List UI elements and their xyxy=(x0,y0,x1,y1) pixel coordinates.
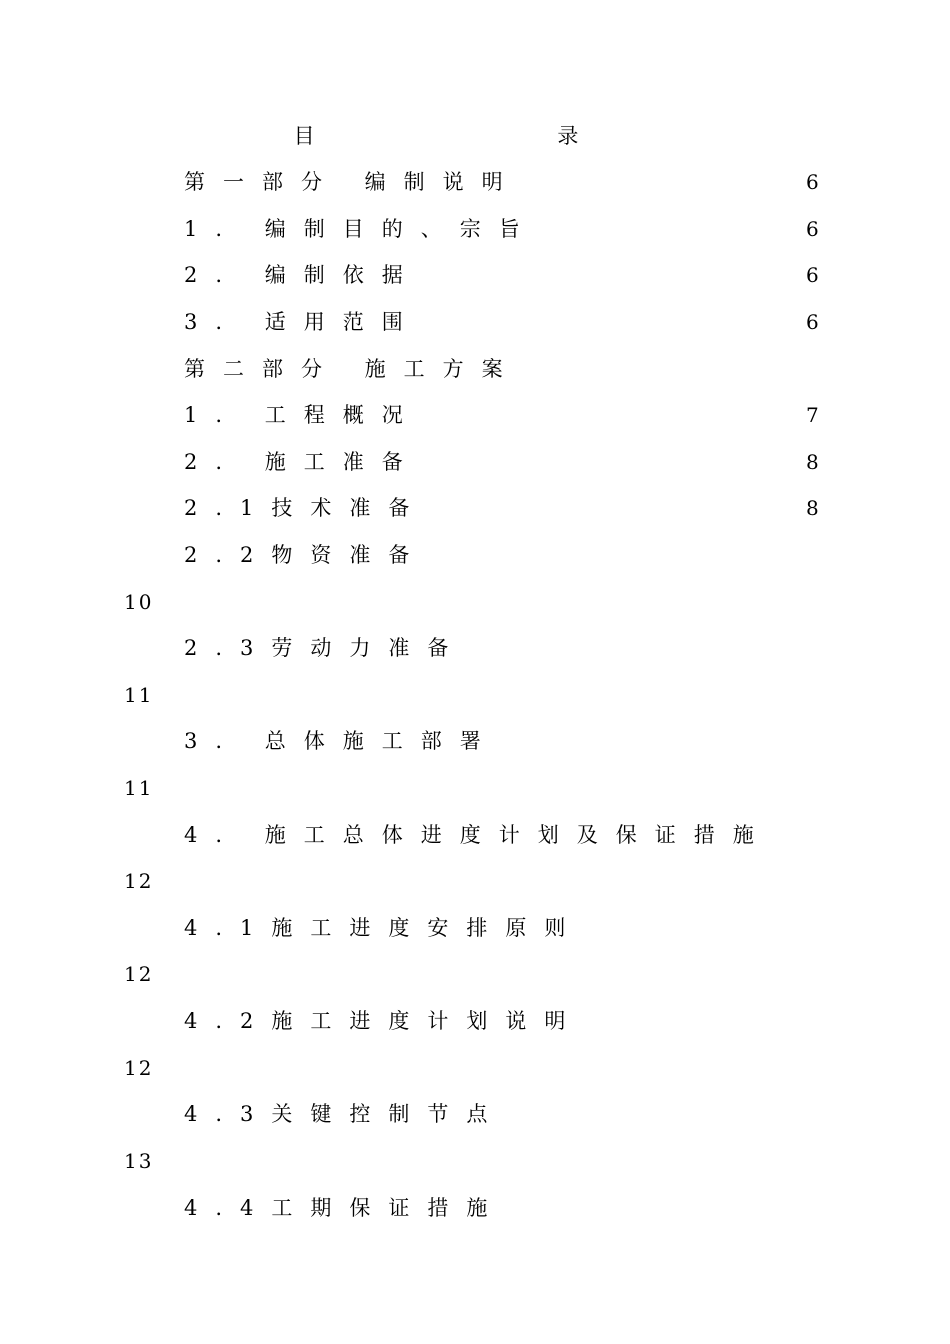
toc-title: 目 录 xyxy=(293,124,697,148)
toc-entry[interactable]: 2.1技术准备 xyxy=(184,496,428,520)
toc-entry[interactable]: 4.2施工进度计划说明 xyxy=(184,1009,584,1033)
toc-entry[interactable]: 3. 适用范围 xyxy=(184,310,421,334)
toc-entry[interactable]: 1. 编制目的、宗旨 xyxy=(184,217,538,241)
toc-page-number: 7 xyxy=(806,403,819,427)
toc-page-number: 6 xyxy=(806,310,819,334)
toc-entry[interactable]: 2. 施工准备 xyxy=(184,450,421,474)
toc-entry[interactable]: 3. 总体施工部署 xyxy=(184,729,499,753)
toc-page-number: 8 xyxy=(806,496,819,520)
toc-page-number: 12 xyxy=(124,962,154,986)
toc-page-number: 6 xyxy=(806,217,819,241)
toc-entry[interactable]: 4.4工期保证措施 xyxy=(184,1196,506,1220)
toc-page-number: 10 xyxy=(124,590,154,614)
toc-page-number: 8 xyxy=(806,450,819,474)
toc-entry[interactable]: 2.3劳动力准备 xyxy=(184,636,467,660)
toc-entry[interactable]: 第一部分 编制说明 xyxy=(184,170,521,194)
toc-page-number: 6 xyxy=(806,263,819,287)
toc-entry[interactable]: 4. 施工总体进度计划及保证措施 xyxy=(184,823,772,847)
toc-page-number: 12 xyxy=(124,869,154,893)
toc-entry[interactable]: 1. 工程概况 xyxy=(184,403,421,427)
toc-page-number: 6 xyxy=(806,170,819,194)
toc-entry[interactable]: 第二部分 施工方案 xyxy=(184,357,521,381)
toc-page-number: 13 xyxy=(124,1149,154,1173)
toc-page-number: 11 xyxy=(124,776,154,800)
toc-page-number: 11 xyxy=(124,683,154,707)
toc-entry[interactable]: 4.3关键控制节点 xyxy=(184,1102,506,1126)
toc-entry[interactable]: 2.2物资准备 xyxy=(184,543,428,567)
toc-entry[interactable]: 2. 编制依据 xyxy=(184,263,421,287)
toc-entry[interactable]: 4.1施工进度安排原则 xyxy=(184,916,584,940)
toc-page-number: 12 xyxy=(124,1056,154,1080)
